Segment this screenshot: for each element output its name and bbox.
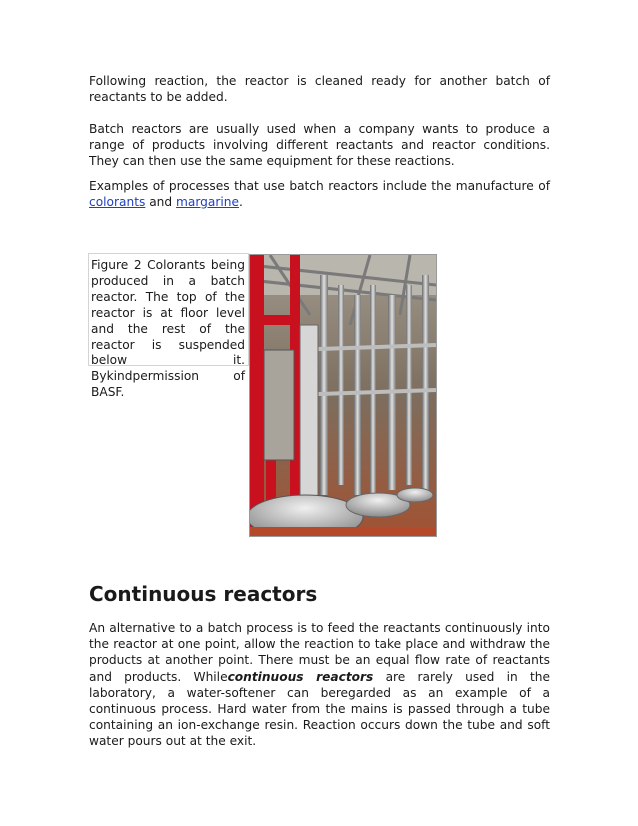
paragraph-cleaning: Following reaction, the reactor is cleaned ready for another batch of reactants to be added. — [89, 74, 550, 105]
colorants-link[interactable]: colorants — [89, 195, 146, 210]
paragraph-continuous — [89, 620, 550, 750]
section-heading: Continuous reactors — [89, 582, 318, 606]
examples-period: . — [239, 195, 243, 210]
continuous-text-2: are rarely used in the laboratory, a water-softener can beregarded as an example of a continuous process. Hard water from the mains is passed through a tube containing an ion-exchange resin. Reaction occurs down the tube and soft water pours out at the exit. — [89, 669, 551, 749]
figure-caption: Figure 2 Colorants being produced in a batch reactor. The top of the reactor is at floor level and the rest of the reactor is suspended below it. Bykindpermission of BASF. — [91, 258, 245, 400]
examples-text: Examples of processes that use batch reactors include the manufacture of — [89, 179, 550, 193]
figure-caption-box — [88, 253, 249, 400]
margarine-link[interactable]: margarine — [176, 195, 239, 210]
reactor-photo-illustration — [250, 255, 436, 536]
continuous-text-1: An alternative to a batch process is to feed the reactants continuously into the reactor at one point, allow the reaction to take place and withdraw the products at another point. There must be an equal flow rate of reactants and products. While — [89, 621, 550, 684]
batch-reactor-photo — [249, 254, 437, 537]
examples-and: and — [145, 195, 177, 210]
paragraph-batch-usage: Batch reactors are usually used when a company wants to produce a range of products involving different reactants and reactor conditions. They can then use the same equipment for these reactions. — [89, 122, 550, 169]
continuous-reactors-emphasis: continuous reactors — [227, 669, 374, 684]
paragraph-examples — [89, 178, 550, 210]
